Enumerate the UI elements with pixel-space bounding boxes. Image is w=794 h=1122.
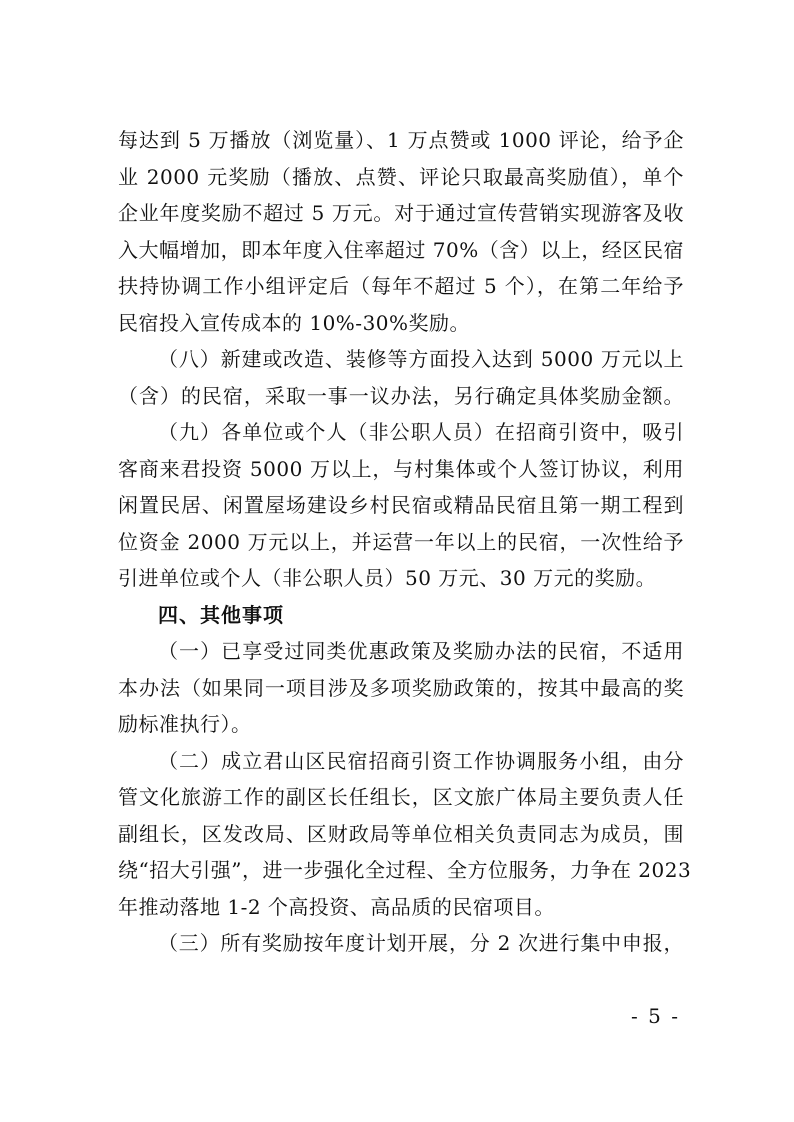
paragraph-line: （九）各单位或个人（非公职人员）在招商引资中，吸引 — [158, 420, 684, 444]
paragraph-line: 每达到 5 万播放（浏览量）、1 万点赞或 1000 评论，给予企 — [118, 128, 684, 152]
paragraph-line: 副组长，区发改局、区财政局等单位相关负责同志为成员，围 — [118, 821, 684, 846]
paragraph-line: 年推动落地 1-2 个高投资、高品质的民宿项目。 — [118, 894, 555, 919]
paragraph-line: 管文化旅游工作的副区长任组长，区文旅广体局主要负责人任 — [118, 785, 684, 809]
paragraph-line: （八）新建或改造、装修等方面投入达到 5000 万元以上 — [158, 347, 684, 371]
paragraph-line: 业 2000 元奖励（播放、点赞、评论只取最高奖励值），单个 — [118, 164, 684, 189]
paragraph-line: 扶持协调工作小组评定后（每年不超过 5 个），在第二年给予 — [118, 274, 684, 298]
body-text — [118, 122, 692, 962]
paragraph-line: 闲置民居、闲置屋场建设乡村民宿或精品民宿且第一期工程到 — [118, 493, 684, 517]
paragraph-line: 励标准执行）。 — [118, 712, 252, 736]
paragraph-line: 客商来君投资 5000 万以上，与村集体或个人签订协议，利用 — [118, 456, 684, 481]
page-number: - 5 - — [631, 1004, 680, 1028]
paragraph-line: 本办法（如果同一项目涉及多项奖励政策的，按其中最高的奖 — [118, 675, 684, 700]
paragraph-line: （二）成立君山区民宿招商引资工作协调服务小组，由分 — [158, 748, 684, 773]
paragraph-line: 绕“招大引强”，进一步强化全过程、全方位服务，力争在 2023 — [118, 858, 692, 882]
paragraph-line: 入大幅增加，即本年度入住率超过 70%（含）以上，经区民宿 — [118, 237, 684, 262]
paragraph-line: 民宿投入宣传成本的 10%-30%奖励。 — [118, 310, 471, 335]
section-heading: 四、其他事项 — [158, 602, 284, 627]
paragraph-line: 引进单位或个人（非公职人员）50 万元、30 万元的奖励。 — [118, 566, 657, 590]
paragraph-line: 位资金 2000 万元以上，并运营一年以上的民宿，一次性给予 — [118, 529, 684, 554]
paragraph-line: （一）已享受过同类优惠政策及奖励办法的民宿，不适用 — [158, 639, 684, 663]
paragraph-line: （含）的民宿，采取一事一议办法，另行确定具体奖励金额。 — [118, 383, 684, 408]
paragraph-line: 企业年度奖励不超过 5 万元。对于通过宣传营销实现游客及收 — [118, 201, 684, 225]
paragraph-line: （三）所有奖励按年度计划开展，分 2 次进行集中申报， — [158, 931, 684, 955]
